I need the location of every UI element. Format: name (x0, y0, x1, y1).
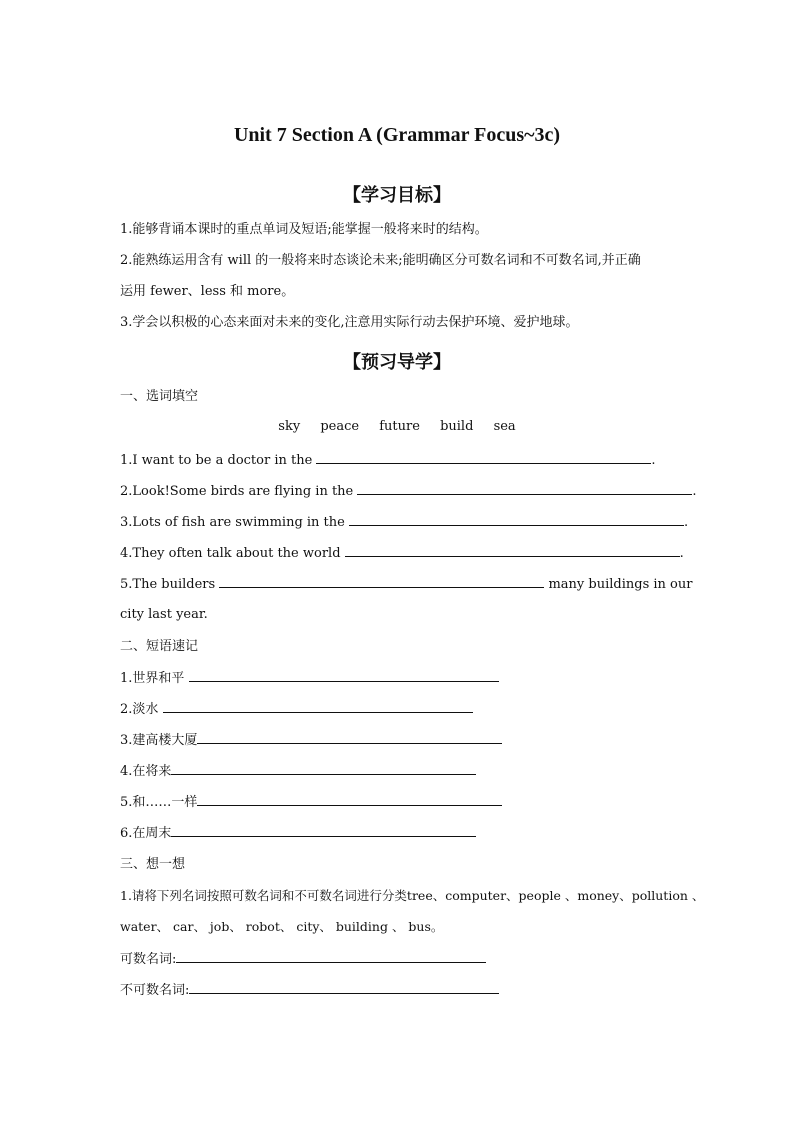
answer-blank[interactable] (357, 481, 692, 495)
phrase-3 (120, 730, 502, 751)
objective-2-cont: 运用 fewer、less 和 more。 (120, 284, 295, 299)
objective-3: 3.学会以积极的心态来面对未来的变化,注意用实际行动去保护环境、爱护地球。 (120, 315, 579, 330)
objectives-heading: 【学习目标】 (343, 185, 451, 206)
question-4-text: 4.They often talk about the world (120, 546, 341, 561)
word-item: sea (493, 419, 516, 434)
answer-blank[interactable] (171, 823, 476, 837)
period: . (651, 453, 656, 468)
uncountable-row (120, 980, 499, 1001)
answer-blank[interactable] (197, 730, 502, 744)
question-1-text: 1.I want to be a doctor in the (120, 453, 313, 468)
phrase-1 (120, 668, 499, 689)
word-bank (0, 419, 794, 434)
word-item: future (379, 419, 420, 434)
word-item: sky (278, 419, 301, 434)
answer-blank[interactable] (316, 450, 651, 464)
part3-question-1: 1.请将下列名词按照可数名词和不可数名词进行分类tree、computer、people 、money、pollution 、 (120, 888, 705, 903)
countable-row (120, 949, 486, 970)
question-2 (120, 481, 697, 502)
question-1 (120, 450, 656, 471)
phrase-6-label: 6.在周末 (120, 826, 172, 841)
period: . (679, 546, 684, 561)
countable-label: 可数名词: (120, 952, 177, 967)
period: . (684, 515, 689, 530)
page-title: Unit 7 Section A (Grammar Focus~3c) (233, 124, 561, 146)
answer-blank[interactable] (163, 699, 473, 713)
objective-2: 2.能熟练运用含有 will 的一般将来时态谈论未来;能明确区分可数名词和不可数名词,并正确 (120, 253, 641, 268)
word-item: peace (320, 419, 360, 434)
part3-title: 三、想一想 (120, 857, 186, 872)
question-5 (120, 574, 692, 595)
phrase-4-label: 4.在将来 (120, 764, 172, 779)
phrase-3-label: 3.建高楼大厦 (120, 733, 198, 748)
answer-blank[interactable] (197, 792, 502, 806)
answer-blank[interactable] (219, 574, 544, 588)
question-3-text: 3.Lots of fish are swimming in the (120, 515, 345, 530)
part1-title: 一、选词填空 (120, 389, 199, 404)
phrase-1-label: 1.世界和平 (120, 671, 185, 686)
answer-blank[interactable] (171, 761, 476, 775)
answer-blank[interactable] (345, 543, 680, 557)
question-5-text-cont: many buildings in our (548, 577, 693, 592)
phrase-4 (120, 761, 476, 782)
period: . (692, 484, 697, 499)
phrase-2-label: 2.淡水 (120, 702, 159, 717)
phrase-5-label: 5.和……一样 (120, 795, 198, 810)
answer-blank[interactable] (349, 512, 684, 526)
question-5-line2: city last year. (120, 607, 208, 622)
answer-blank[interactable] (189, 668, 499, 682)
question-4 (120, 543, 684, 564)
phrase-2 (120, 699, 473, 720)
word-item: build (440, 419, 474, 434)
question-3 (120, 512, 688, 533)
question-5-text: 5.The builders (120, 577, 216, 592)
uncountable-label: 不可数名词: (120, 983, 190, 998)
phrase-5 (120, 792, 502, 813)
question-2-text: 2.Look!Some birds are flying in the (120, 484, 354, 499)
answer-blank[interactable] (189, 980, 499, 994)
phrase-6 (120, 823, 476, 844)
answer-blank[interactable] (176, 949, 486, 963)
preview-heading: 【预习导学】 (343, 352, 451, 373)
objective-1: 1.能够背诵本课时的重点单词及短语;能掌握一般将来时的结构。 (120, 222, 488, 237)
part2-title: 二、短语速记 (120, 639, 199, 654)
part3-question-1-cont: water、 car、 job、 robot、 city、 building 、 bus。 (120, 919, 444, 934)
